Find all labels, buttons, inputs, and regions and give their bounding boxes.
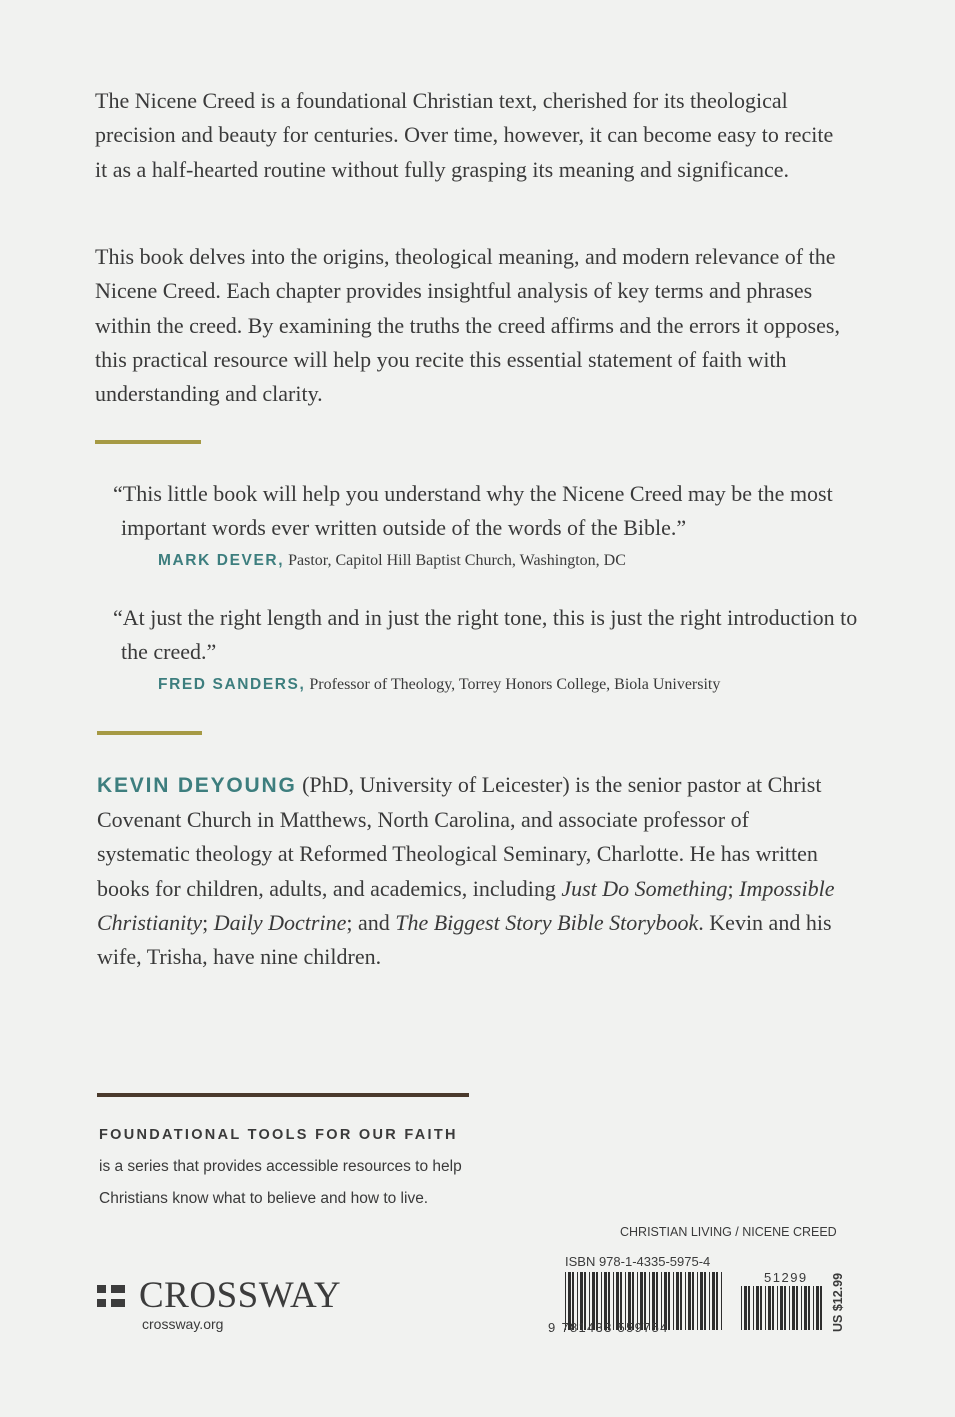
barcode-bar (744, 1286, 747, 1330)
barcode-bar (676, 1272, 679, 1330)
endorsement-attribution-1 (158, 552, 626, 570)
series-description-line-1: is a series that provides accessible resources to help (99, 1158, 462, 1175)
endorsement-attribution-2 (158, 676, 720, 694)
book-title-3: Daily Doctrine (213, 909, 347, 935)
endorsement-quote-2: “At just the right length and in just the right tone, this is just the right introduction to the creed.” (113, 605, 858, 665)
series-title: FOUNDATIONAL TOOLS FOR OUR FAITH (99, 1127, 458, 1143)
author-bio-text-2: . Kevin and his wife, Trisha, have nine children. (97, 909, 832, 970)
barcode-bar (792, 1286, 795, 1330)
barcode-bar (808, 1286, 810, 1330)
barcode-bar (692, 1272, 694, 1330)
price-label: US $12.99 (831, 1272, 845, 1332)
barcode-bar (789, 1286, 790, 1330)
price-code: 51299 (764, 1270, 808, 1285)
barcode-bar (704, 1272, 706, 1330)
divider-top (95, 440, 201, 444)
endorser-name-1: MARK DEVER, (158, 552, 285, 569)
barcode-bar (756, 1286, 759, 1330)
barcode-bar (760, 1286, 762, 1330)
description-paragraph-2: This book delves into the origins, theological meaning, and modern relevance of the Nicene Creed. Each chapter provides insightful analysis of key terms and phrases within the creed. By examining the truths the creed affirms and the errors it opposes, this practical resource will help you recite this essential statement of faith with understanding and clarity. (95, 244, 840, 407)
barcode-digits: 9 781433 559754 (548, 1320, 669, 1335)
publisher-url: crossway.org (142, 1316, 224, 1332)
book-title-1: Just Do Something (561, 875, 728, 901)
author-bio-text-1: (PhD, University of Leicester) is the senior pastor at Christ Covenant Church in Matthews, North Carolina, and associate professor of systematic theology at Reformed Theological Seminary, Charlotte. He has written books for children, adults, and academics, including (97, 772, 822, 901)
barcode-bar (700, 1272, 703, 1330)
crossway-mark-icon (97, 1282, 127, 1310)
barcode-bar (780, 1286, 783, 1330)
series-description-line-2: Christians know what to believe and how to live. (99, 1190, 429, 1207)
isbn-label: ISBN 978-1-4335-5975-4 (565, 1254, 711, 1269)
barcode-bar (784, 1286, 786, 1330)
category-label: CHRISTIAN LIVING / NICENE CREED (620, 1225, 837, 1239)
author-name: KEVIN DEYOUNG (97, 774, 297, 797)
barcode-bar (673, 1272, 674, 1330)
endorser-name-2: FRED SANDERS, (158, 676, 306, 693)
barcode-bar (765, 1286, 766, 1330)
endorser-role-1: Pastor, Capitol Hill Baptist Church, Washington, DC (288, 552, 626, 569)
barcode-bar (688, 1272, 691, 1330)
endorsement-quote-1: “This little book will help you understand why the Nicene Creed may be the most important words ever written outside of the words of the Bible.” (113, 481, 833, 541)
endorser-role-2: Professor of Theology, Torrey Honors College, Biola University (309, 676, 721, 693)
barcode-bar (772, 1286, 774, 1330)
barcode-bar (816, 1286, 819, 1330)
barcode-area (543, 1250, 853, 1340)
barcode-bar (709, 1272, 710, 1330)
barcode-bar (777, 1286, 778, 1330)
barcode-bar (716, 1272, 718, 1330)
barcode-bar (741, 1286, 742, 1330)
divider-series (97, 1093, 469, 1097)
description-paragraph-1: The Nicene Creed is a foundational Christian text, cherished for its theological precision and beauty for centuries. Over time, however, it can become easy to recite it as a half-hearted routine without fully grasping its meaning and significance. (95, 88, 834, 182)
barcode-bar (801, 1286, 802, 1330)
publisher-name: CROSSWAY (139, 1275, 342, 1316)
bio-separator-2: ; (202, 909, 214, 935)
barcode-bar (721, 1272, 722, 1330)
book-title-4: The Biggest Story Bible Storybook (395, 909, 699, 935)
author-bio (97, 768, 837, 974)
barcode-bar (680, 1272, 682, 1330)
barcode-bar (804, 1286, 807, 1330)
barcode-bar (768, 1286, 771, 1330)
bio-separator-1: ; (727, 875, 740, 901)
divider-middle (97, 731, 202, 735)
barcode-bar (712, 1272, 715, 1330)
barcode-bar (697, 1272, 698, 1330)
book-title-2: Impossible Christianity (97, 875, 835, 935)
barcode-bar (820, 1286, 822, 1330)
barcode-bar (813, 1286, 814, 1330)
barcode-bar (796, 1286, 798, 1330)
barcode-bar (748, 1286, 750, 1330)
barcode-bar (685, 1272, 686, 1330)
bio-separator-3: ; and (346, 909, 396, 935)
barcode-bar (753, 1286, 754, 1330)
